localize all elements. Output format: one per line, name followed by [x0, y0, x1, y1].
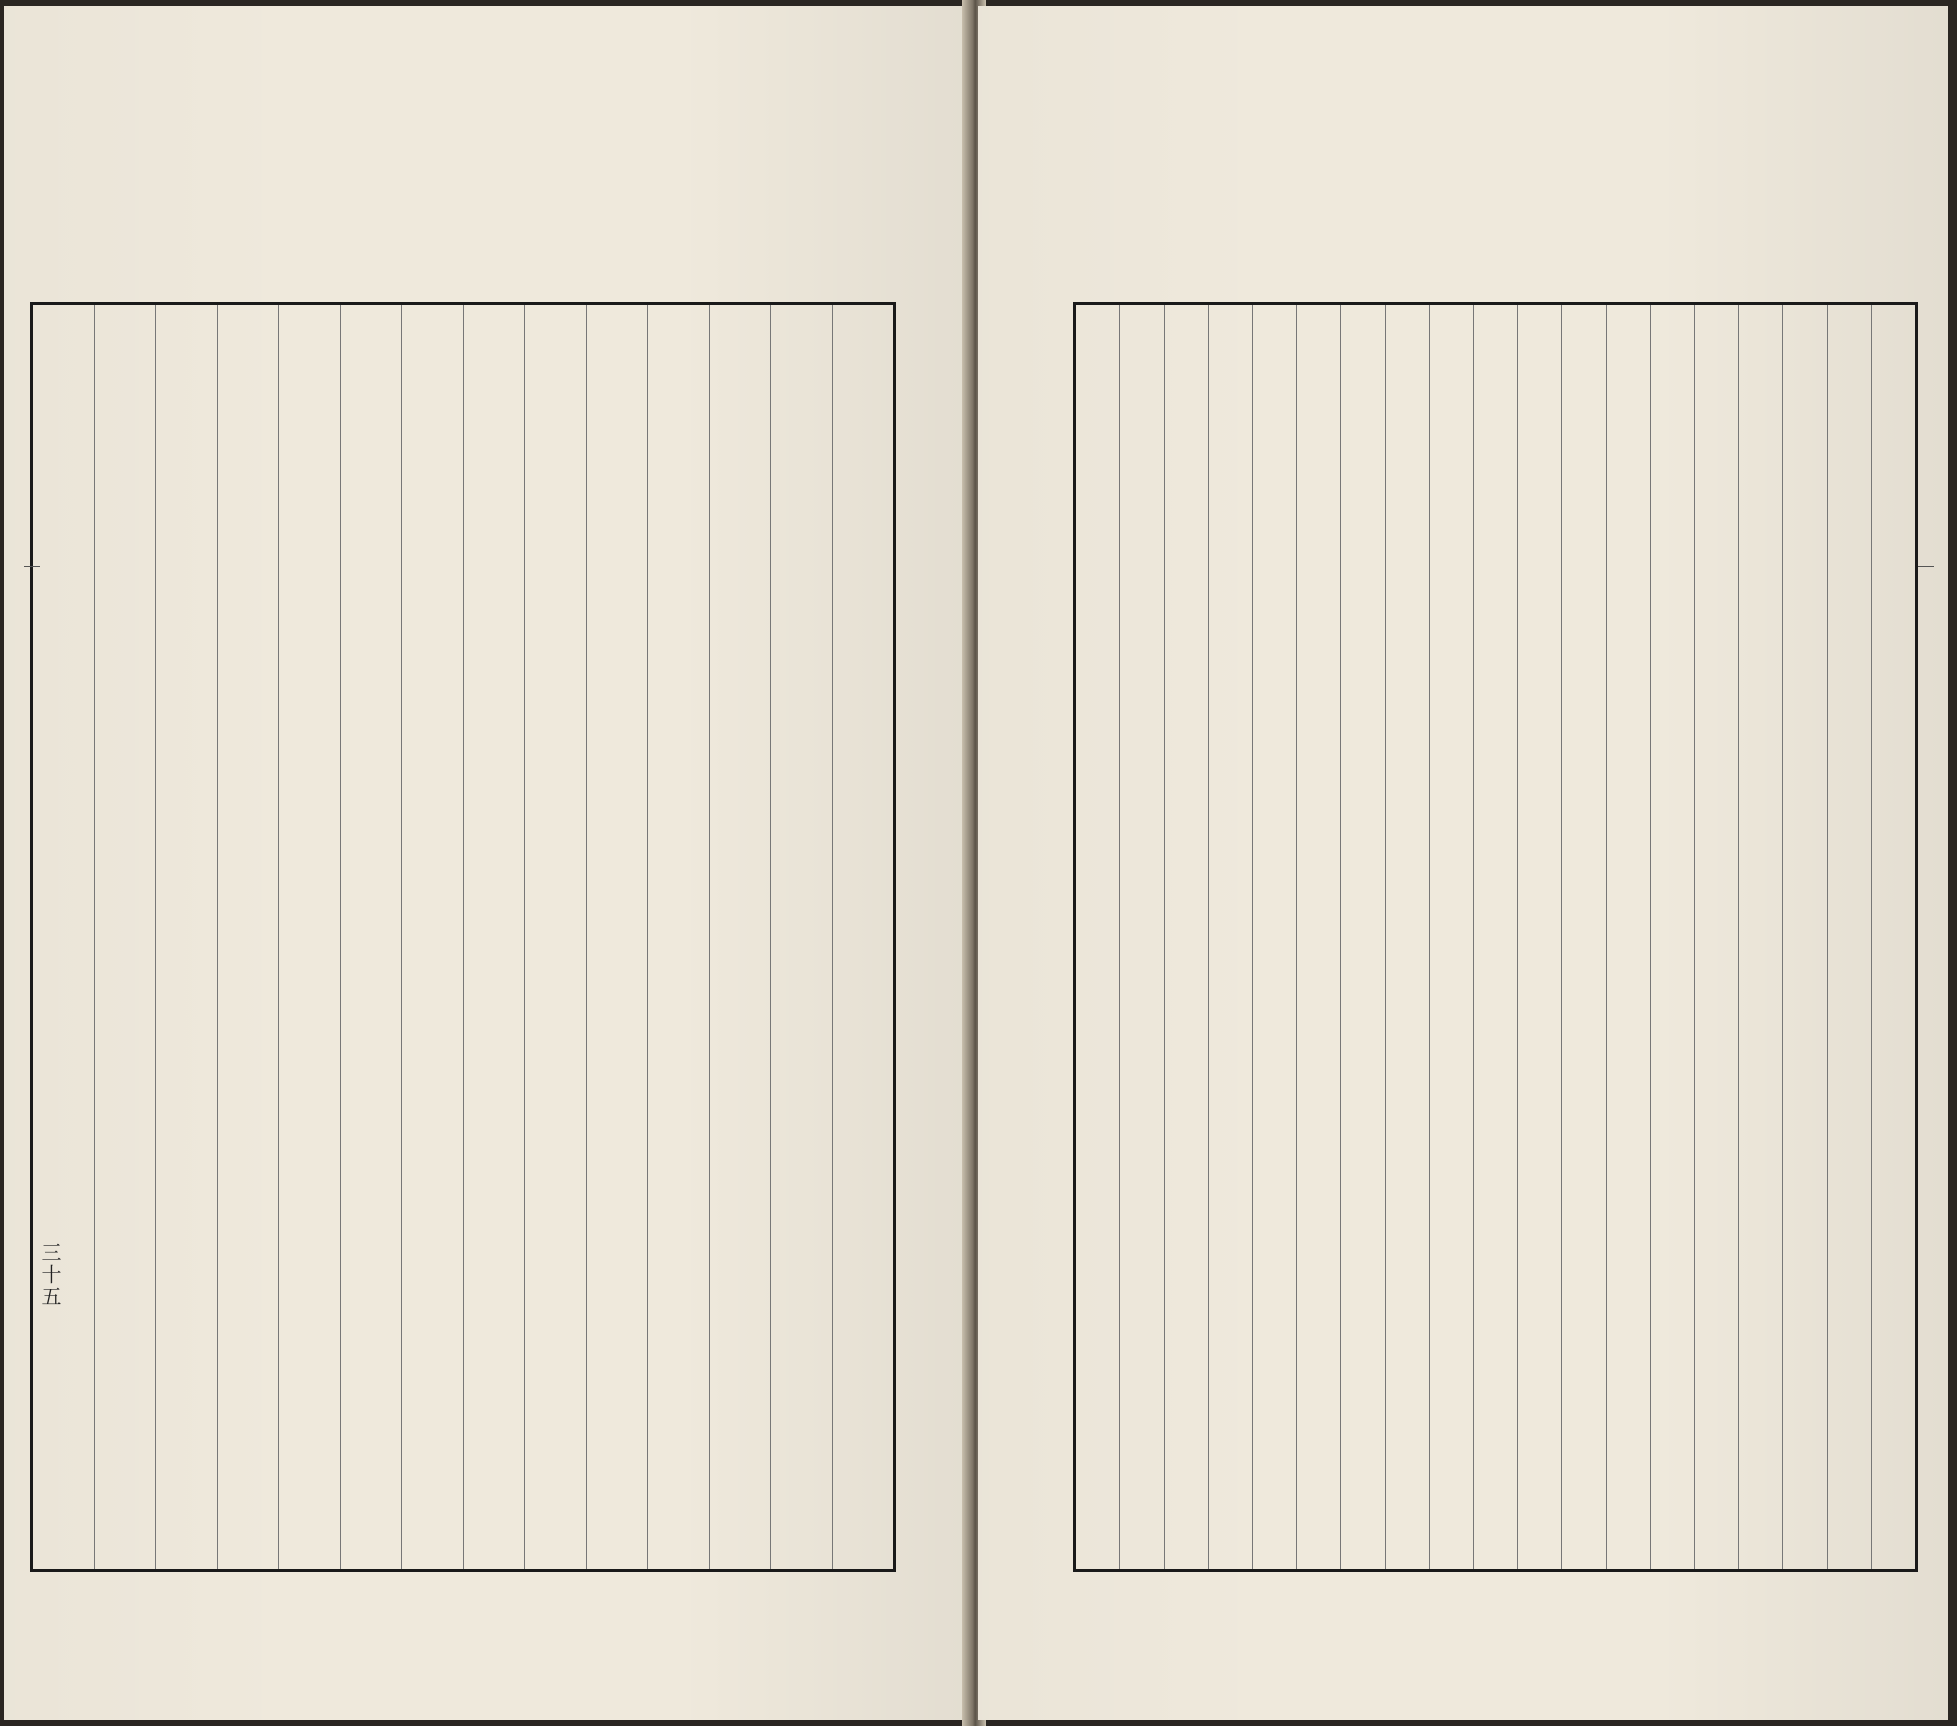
- right-column: [1782, 305, 1826, 1569]
- left-column: [33, 305, 94, 1569]
- left-columns: [33, 305, 893, 1569]
- right-column: [1385, 305, 1429, 1569]
- folio-number: 三十五: [38, 1242, 62, 1308]
- left-column: [217, 305, 279, 1569]
- right-column: [1296, 305, 1340, 1569]
- right-text-frame: [1073, 302, 1918, 1572]
- right-column: [1076, 305, 1119, 1569]
- left-column: [155, 305, 217, 1569]
- right-columns: [1076, 305, 1915, 1569]
- left-column: [524, 305, 586, 1569]
- right-page: [978, 6, 1948, 1720]
- right-column: [1429, 305, 1473, 1569]
- right-column: [1164, 305, 1208, 1569]
- right-column: [1694, 305, 1738, 1569]
- left-column: [94, 305, 156, 1569]
- right-column: [1252, 305, 1296, 1569]
- right-column: [1871, 305, 1915, 1569]
- right-column: [1208, 305, 1252, 1569]
- fold-mark: [24, 566, 40, 567]
- left-column: [770, 305, 832, 1569]
- left-column: [340, 305, 402, 1569]
- left-page: [4, 6, 968, 1720]
- left-column: [401, 305, 463, 1569]
- right-column: [1340, 305, 1384, 1569]
- fold-mark: [1918, 566, 1934, 567]
- right-column: [1473, 305, 1517, 1569]
- left-column: [586, 305, 648, 1569]
- right-column: [1561, 305, 1605, 1569]
- right-column: [1606, 305, 1650, 1569]
- left-text-frame: [30, 302, 896, 1572]
- right-column: [1119, 305, 1163, 1569]
- right-column: [1827, 305, 1871, 1569]
- left-column: [709, 305, 771, 1569]
- left-column: [463, 305, 525, 1569]
- left-column: [647, 305, 709, 1569]
- right-column: [1738, 305, 1782, 1569]
- left-column: [278, 305, 340, 1569]
- right-column: [1517, 305, 1561, 1569]
- right-column: [1650, 305, 1694, 1569]
- left-column: [832, 305, 894, 1569]
